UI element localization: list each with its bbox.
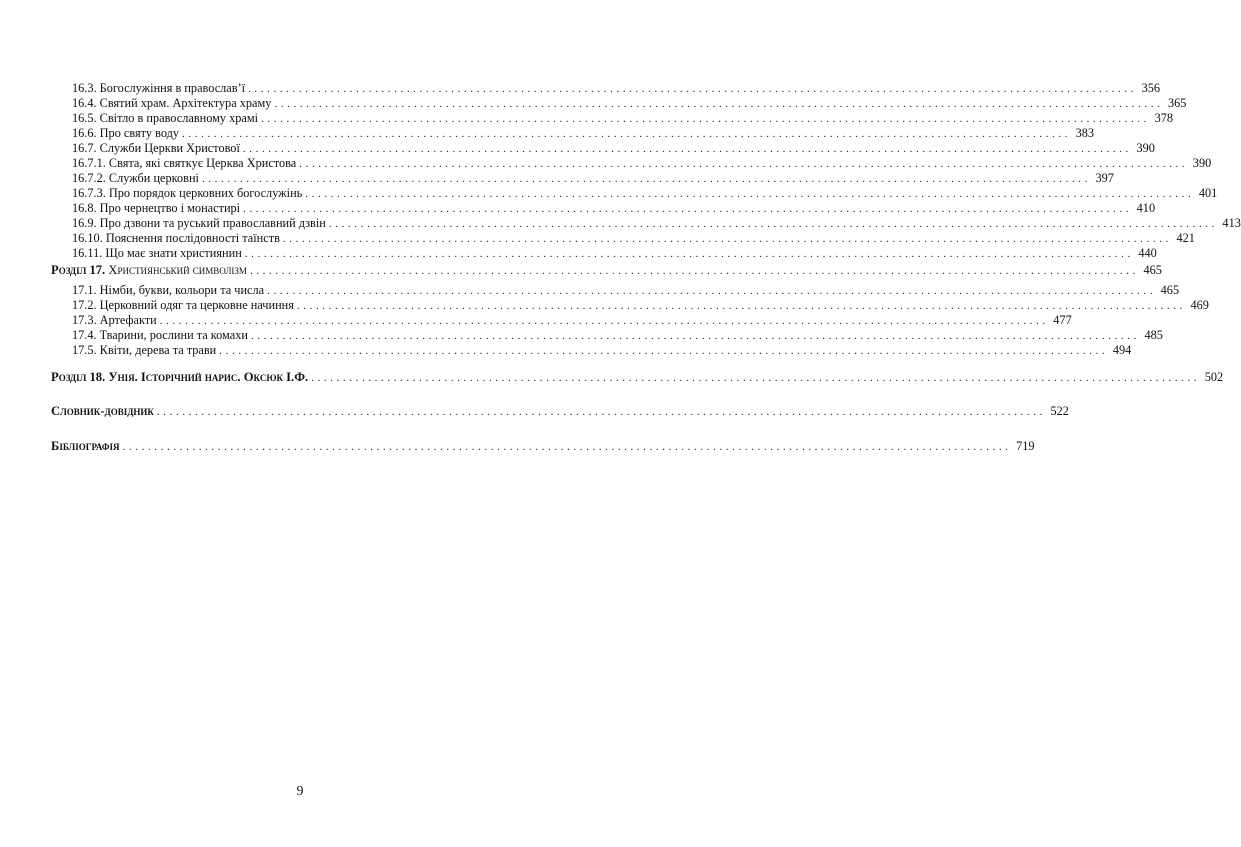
- entry-title: 16.3. Богослужіння в православ’ї: [72, 81, 246, 95]
- toc-entry: [72, 328, 1163, 344]
- entry-title: 17.2. Церковний одяг та церковне начиння: [72, 298, 294, 312]
- entry-title: 17.3. Артефакти: [72, 313, 157, 327]
- toc-entry: [72, 171, 1114, 187]
- dot-leader: ............................................................................................................................................: [250, 330, 1140, 342]
- entry-page: 477: [1053, 313, 1072, 327]
- dot-leader: ............................................................................................................................................: [328, 218, 1218, 230]
- entry-page: 390: [1192, 156, 1212, 170]
- chapter-title: Унія. Історічний нарис.: [108, 370, 241, 384]
- dot-leader: ............................................................................................................................................: [244, 248, 1134, 260]
- page-number: 9: [296, 784, 304, 799]
- dot-leader: ............................................................................................................................................: [243, 203, 1133, 215]
- toc-entry: [72, 141, 1155, 157]
- toc-chapter-18: [51, 370, 1224, 386]
- entry-page: 494: [1112, 343, 1132, 357]
- toc-entry: [72, 246, 1157, 262]
- entry-title: 17.5. Квіти, дерева та трави: [72, 343, 217, 357]
- entry-title: 16.6. Про святу воду: [72, 126, 180, 140]
- dot-leader: ............................................................................................................................................: [274, 98, 1164, 110]
- entry-title: 16.7.2. Служби церковні: [72, 171, 199, 185]
- chapter-prefix: Розділ 18.: [51, 370, 106, 384]
- entry-title: 17.4. Тварини, рослини та комахи: [72, 328, 248, 342]
- entry-title: 16.4. Святий храм. Архітектура храму: [72, 96, 272, 110]
- toc-entry: [72, 231, 1195, 247]
- toc-entry: [72, 111, 1174, 127]
- glossary-title: Словник-довідник: [51, 404, 154, 418]
- chapter-page: 465: [1143, 263, 1162, 277]
- entry-title: 16.7.3. Про порядок церковних богослужінь: [72, 186, 303, 200]
- entry-page: 397: [1095, 171, 1114, 185]
- entry-page: 469: [1190, 298, 1209, 312]
- toc-chapter-17: [51, 263, 1162, 279]
- toc-glossary: [51, 404, 1069, 420]
- entry-page: 421: [1176, 231, 1195, 245]
- entry-page: 356: [1141, 81, 1161, 95]
- entry-page: 410: [1136, 201, 1156, 215]
- toc-entry: [72, 313, 1072, 329]
- entry-page: 365: [1167, 96, 1187, 110]
- dot-leader: ............................................................................................................................................: [156, 406, 1046, 418]
- dot-leader: ............................................................................................................................................: [249, 265, 1139, 277]
- dot-leader: ............................................................................................................................................: [299, 158, 1189, 170]
- toc-entry: [72, 126, 1095, 142]
- dot-leader: ............................................................................................................................................: [311, 372, 1201, 384]
- dot-leader: ............................................................................................................................................: [282, 233, 1172, 245]
- toc-entry: [72, 216, 1241, 232]
- entry-page: 390: [1136, 141, 1155, 155]
- dot-leader: ............................................................................................................................................: [261, 113, 1151, 125]
- bibliography-title: Бібліографія: [51, 439, 120, 453]
- dot-leader: ............................................................................................................................................: [305, 188, 1195, 200]
- dot-leader: ............................................................................................................................................: [242, 143, 1132, 155]
- dot-leader: ............................................................................................................................................: [182, 128, 1072, 140]
- entry-page: 401: [1198, 186, 1218, 200]
- dot-leader: ............................................................................................................................................: [159, 315, 1049, 327]
- entry-title: 16.9. Про дзвони та руський православний дзвін: [72, 216, 326, 230]
- entry-title: 16.8. Про чернецтво і монастирі: [72, 201, 241, 215]
- toc-entry: [72, 96, 1187, 112]
- dot-leader: ............................................................................................................................................: [267, 285, 1157, 297]
- dot-leader: ............................................................................................................................................: [201, 173, 1091, 185]
- toc-entry: [72, 156, 1212, 172]
- toc-entry: [72, 343, 1132, 359]
- chapter-page: 502: [1204, 370, 1224, 384]
- entry-page: 378: [1154, 111, 1174, 125]
- entry-title: 16.7.1. Свята, які святкує Церква Христова: [72, 156, 297, 170]
- toc-entry: [72, 201, 1156, 217]
- entry-title: 17.1. Німби, букви, кольори та числа: [72, 283, 265, 297]
- entry-page: 413: [1222, 216, 1241, 230]
- entry-page: 485: [1144, 328, 1163, 342]
- chapter-heading: [51, 263, 247, 278]
- chapter-heading: [51, 370, 308, 385]
- entry-page: 383: [1075, 126, 1095, 140]
- toc-bibliography: [51, 439, 1035, 455]
- dot-leader: ............................................................................................................................................: [248, 83, 1138, 95]
- entry-title: 16.5. Світло в православному храмі: [72, 111, 259, 125]
- entry-title: 16.7. Служби Церкви Христової: [72, 141, 240, 155]
- chapter-title: Християнський символізм: [108, 263, 247, 277]
- dot-leader: ............................................................................................................................................: [219, 345, 1109, 357]
- toc-entry: [72, 298, 1209, 314]
- toc-entry: [72, 81, 1161, 97]
- toc-entry: [72, 186, 1218, 202]
- chapter-author: Оксюк І.Ф.: [243, 370, 309, 384]
- chapter-prefix: Розділ 17.: [51, 263, 106, 277]
- toc-entry: [72, 283, 1180, 299]
- dot-leader: ............................................................................................................................................: [122, 441, 1012, 453]
- glossary-page: 522: [1050, 404, 1069, 418]
- entry-page: 440: [1138, 246, 1157, 260]
- entry-title: 16.11. Що має знати християнин: [72, 246, 242, 260]
- entry-page: 465: [1160, 283, 1180, 297]
- entry-title: 16.10. Пояснення послідовності таїнств: [72, 231, 280, 245]
- dot-leader: ............................................................................................................................................: [296, 300, 1186, 312]
- bibliography-page: 719: [1016, 439, 1035, 453]
